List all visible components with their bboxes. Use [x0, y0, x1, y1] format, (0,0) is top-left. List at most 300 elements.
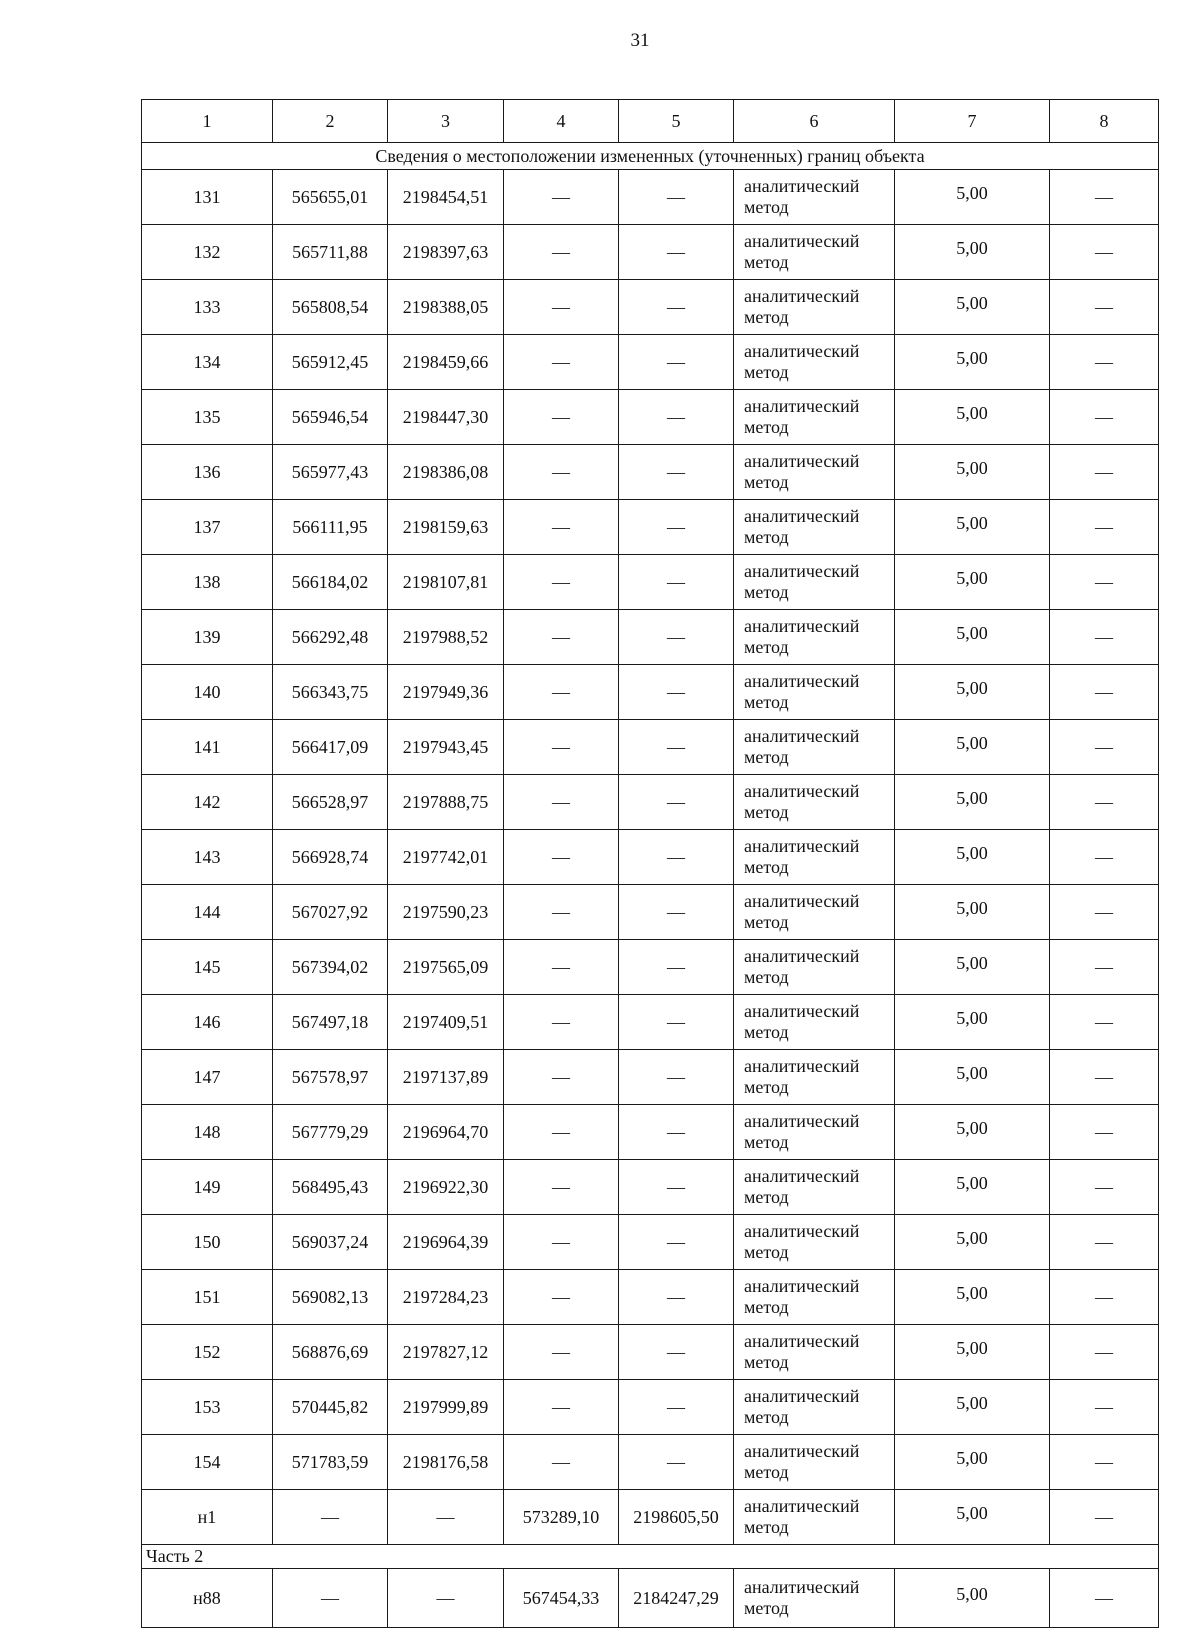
method-line-1: аналитический	[744, 1496, 860, 1516]
method-line-2: метод	[744, 252, 789, 272]
method-line-2: метод	[744, 472, 789, 492]
accuracy-cell: 5,00	[895, 1325, 1050, 1380]
method-cell	[734, 610, 895, 665]
coord-y-cell: 2197590,23	[388, 885, 504, 940]
coordinates-table	[141, 99, 1159, 1628]
coord-y-new-cell: 2198605,50	[619, 1490, 734, 1545]
coord-x-new-cell: —	[504, 390, 619, 445]
coord-x-new-cell: 567454,33	[504, 1569, 619, 1628]
coord-y-new-cell: —	[619, 995, 734, 1050]
description-cell: —	[1050, 995, 1159, 1050]
coord-x-cell: 566528,97	[273, 775, 388, 830]
method-cell	[734, 1105, 895, 1160]
method-cell	[734, 1160, 895, 1215]
table-row	[142, 1050, 1159, 1105]
description-cell: —	[1050, 1105, 1159, 1160]
method-line-2: метод	[744, 857, 789, 877]
accuracy-cell: 5,00	[895, 610, 1050, 665]
coord-x-new-cell: —	[504, 720, 619, 775]
coord-y-new-cell: —	[619, 1105, 734, 1160]
accuracy-cell: 5,00	[895, 280, 1050, 335]
table-row	[142, 500, 1159, 555]
accuracy-cell: 5,00	[895, 500, 1050, 555]
coord-y-cell: 2197949,36	[388, 665, 504, 720]
coord-y-new-cell: —	[619, 885, 734, 940]
description-cell: —	[1050, 1270, 1159, 1325]
coord-x-new-cell: —	[504, 280, 619, 335]
coord-x-new-cell: 573289,10	[504, 1490, 619, 1545]
method-line-2: метод	[744, 1242, 789, 1262]
point-number-cell: 137	[142, 500, 273, 555]
coord-y-new-cell: —	[619, 170, 734, 225]
accuracy-cell: 5,00	[895, 1050, 1050, 1105]
header-cell: 4	[504, 100, 619, 143]
point-number-cell: 138	[142, 555, 273, 610]
method-line-1: аналитический	[744, 1441, 860, 1461]
method-cell	[734, 280, 895, 335]
table-row	[142, 1270, 1159, 1325]
method-line-1: аналитический	[744, 1577, 860, 1597]
coord-x-cell: 568876,69	[273, 1325, 388, 1380]
accuracy-cell: 5,00	[895, 1380, 1050, 1435]
method-cell	[734, 555, 895, 610]
method-line-1: аналитический	[744, 1166, 860, 1186]
accuracy-cell: 5,00	[895, 445, 1050, 500]
point-number-cell: 132	[142, 225, 273, 280]
point-number-cell: 144	[142, 885, 273, 940]
coord-x-cell: 570445,82	[273, 1380, 388, 1435]
table-row	[142, 720, 1159, 775]
table-row	[142, 1435, 1159, 1490]
coord-y-new-cell: —	[619, 280, 734, 335]
header-cell: 5	[619, 100, 734, 143]
accuracy-cell: 5,00	[895, 390, 1050, 445]
description-cell: —	[1050, 1050, 1159, 1105]
table-row	[142, 665, 1159, 720]
point-number-cell: 139	[142, 610, 273, 665]
coord-y-new-cell: —	[619, 225, 734, 280]
method-line-1: аналитический	[744, 176, 860, 196]
coord-y-cell: 2196922,30	[388, 1160, 504, 1215]
description-cell: —	[1050, 940, 1159, 995]
coord-x-new-cell: —	[504, 830, 619, 885]
method-cell	[734, 1435, 895, 1490]
table-row	[142, 1105, 1159, 1160]
coord-x-cell: 566111,95	[273, 500, 388, 555]
method-cell	[734, 720, 895, 775]
coord-y-cell: 2196964,70	[388, 1105, 504, 1160]
header-cell: 1	[142, 100, 273, 143]
accuracy-cell: 5,00	[895, 555, 1050, 610]
accuracy-cell: 5,00	[895, 335, 1050, 390]
table-row	[142, 280, 1159, 335]
method-line-2: метод	[744, 1462, 789, 1482]
method-line-2: метод	[744, 967, 789, 987]
description-cell: —	[1050, 555, 1159, 610]
coord-x-new-cell: —	[504, 1105, 619, 1160]
method-line-2: метод	[744, 1352, 789, 1372]
coord-y-new-cell: —	[619, 1325, 734, 1380]
accuracy-cell: 5,00	[895, 995, 1050, 1050]
description-cell: —	[1050, 1325, 1159, 1380]
coord-x-new-cell: —	[504, 995, 619, 1050]
table-row	[142, 1215, 1159, 1270]
coord-x-new-cell: —	[504, 885, 619, 940]
coord-x-cell: 565711,88	[273, 225, 388, 280]
header-cell: 7	[895, 100, 1050, 143]
point-number-cell: 153	[142, 1380, 273, 1435]
coord-y-new-cell: —	[619, 500, 734, 555]
method-line-1: аналитический	[744, 781, 860, 801]
coord-x-new-cell: —	[504, 225, 619, 280]
coord-x-cell: 568495,43	[273, 1160, 388, 1215]
coord-x-new-cell: —	[504, 1215, 619, 1270]
page-number: 31	[630, 30, 650, 51]
accuracy-cell: 5,00	[895, 1160, 1050, 1215]
method-line-1: аналитический	[744, 1111, 860, 1131]
table-row	[142, 555, 1159, 610]
coord-y-cell: 2198388,05	[388, 280, 504, 335]
method-line-2: метод	[744, 637, 789, 657]
coord-y-cell: 2197943,45	[388, 720, 504, 775]
coord-x-cell: 569037,24	[273, 1215, 388, 1270]
section-row	[142, 143, 1159, 170]
header-cell: 8	[1050, 100, 1159, 143]
accuracy-cell: 5,00	[895, 665, 1050, 720]
description-cell: —	[1050, 170, 1159, 225]
table-row	[142, 995, 1159, 1050]
coord-x-new-cell: —	[504, 610, 619, 665]
coord-y-new-cell: —	[619, 1270, 734, 1325]
accuracy-cell: 5,00	[895, 885, 1050, 940]
coord-x-new-cell: —	[504, 1160, 619, 1215]
point-number-cell: 133	[142, 280, 273, 335]
accuracy-cell: 5,00	[895, 1105, 1050, 1160]
method-line-1: аналитический	[744, 1386, 860, 1406]
description-cell: —	[1050, 335, 1159, 390]
method-cell	[734, 1490, 895, 1545]
coord-x-cell: 565946,54	[273, 390, 388, 445]
coord-y-new-cell: —	[619, 1380, 734, 1435]
coord-x-cell: 566292,48	[273, 610, 388, 665]
method-line-2: метод	[744, 1132, 789, 1152]
coord-x-new-cell: —	[504, 555, 619, 610]
method-line-1: аналитический	[744, 616, 860, 636]
accuracy-cell: 5,00	[895, 225, 1050, 280]
point-number-cell: 134	[142, 335, 273, 390]
accuracy-cell: 5,00	[895, 1215, 1050, 1270]
point-number-cell: 131	[142, 170, 273, 225]
header-cell: 2	[273, 100, 388, 143]
coord-y-cell: 2198397,63	[388, 225, 504, 280]
point-number-cell: 142	[142, 775, 273, 830]
accuracy-cell: 5,00	[895, 1569, 1050, 1628]
description-cell: —	[1050, 445, 1159, 500]
coord-x-cell: 567497,18	[273, 995, 388, 1050]
table-row	[142, 170, 1159, 225]
description-cell: —	[1050, 885, 1159, 940]
coord-x-cell: 565808,54	[273, 280, 388, 335]
table-row	[142, 1325, 1159, 1380]
description-cell: —	[1050, 610, 1159, 665]
description-cell: —	[1050, 1490, 1159, 1545]
point-number-cell: 146	[142, 995, 273, 1050]
description-cell: —	[1050, 665, 1159, 720]
coord-y-new-cell: —	[619, 335, 734, 390]
coord-x-new-cell: —	[504, 170, 619, 225]
method-line-2: метод	[744, 1022, 789, 1042]
coord-x-new-cell: —	[504, 1435, 619, 1490]
point-number-cell: 152	[142, 1325, 273, 1380]
coord-x-new-cell: —	[504, 1380, 619, 1435]
table-row	[142, 940, 1159, 995]
method-cell	[734, 885, 895, 940]
table-row	[142, 335, 1159, 390]
method-line-1: аналитический	[744, 891, 860, 911]
method-line-2: метод	[744, 1598, 789, 1618]
coord-y-cell: 2198107,81	[388, 555, 504, 610]
table-row	[142, 775, 1159, 830]
coord-y-cell: 2197888,75	[388, 775, 504, 830]
coord-y-new-cell: 2184247,29	[619, 1569, 734, 1628]
method-cell	[734, 1325, 895, 1380]
point-number-cell: 135	[142, 390, 273, 445]
coord-y-new-cell: —	[619, 1160, 734, 1215]
method-line-1: аналитический	[744, 1331, 860, 1351]
coord-x-new-cell: —	[504, 445, 619, 500]
coord-y-new-cell: —	[619, 775, 734, 830]
coord-x-new-cell: —	[504, 775, 619, 830]
accuracy-cell: 5,00	[895, 1270, 1050, 1325]
coord-x-new-cell: —	[504, 665, 619, 720]
method-line-1: аналитический	[744, 726, 860, 746]
coord-y-new-cell: —	[619, 940, 734, 995]
method-cell	[734, 225, 895, 280]
coord-y-cell: 2198176,58	[388, 1435, 504, 1490]
point-number-cell: 140	[142, 665, 273, 720]
coord-x-cell: 569082,13	[273, 1270, 388, 1325]
method-cell	[734, 775, 895, 830]
description-cell: —	[1050, 1215, 1159, 1270]
coord-x-cell: 566417,09	[273, 720, 388, 775]
coord-y-new-cell: —	[619, 1050, 734, 1105]
method-line-1: аналитический	[744, 561, 860, 581]
point-number-cell: 141	[142, 720, 273, 775]
method-line-1: аналитический	[744, 1221, 860, 1241]
method-cell	[734, 1270, 895, 1325]
coord-y-cell: 2198454,51	[388, 170, 504, 225]
accuracy-cell: 5,00	[895, 170, 1050, 225]
method-line-2: метод	[744, 1517, 789, 1537]
point-number-cell: 147	[142, 1050, 273, 1105]
header-cell: 3	[388, 100, 504, 143]
coord-y-cell: 2197565,09	[388, 940, 504, 995]
coord-y-new-cell: —	[619, 665, 734, 720]
method-line-2: метод	[744, 417, 789, 437]
coord-x-cell: 566343,75	[273, 665, 388, 720]
coord-y-cell: 2196964,39	[388, 1215, 504, 1270]
method-line-1: аналитический	[744, 451, 860, 471]
method-line-1: аналитический	[744, 836, 860, 856]
coord-x-cell: 565977,43	[273, 445, 388, 500]
coord-y-new-cell: —	[619, 445, 734, 500]
method-cell	[734, 995, 895, 1050]
method-cell	[734, 170, 895, 225]
accuracy-cell: 5,00	[895, 775, 1050, 830]
method-line-2: метод	[744, 362, 789, 382]
coord-x-cell: 567027,92	[273, 885, 388, 940]
method-line-2: метод	[744, 307, 789, 327]
method-line-1: аналитический	[744, 671, 860, 691]
method-line-1: аналитический	[744, 341, 860, 361]
part-row	[142, 1545, 1159, 1569]
coord-x-cell: —	[273, 1490, 388, 1545]
coord-y-new-cell: —	[619, 830, 734, 885]
coord-x-cell: —	[273, 1569, 388, 1628]
description-cell: —	[1050, 1569, 1159, 1628]
coord-x-cell: 565655,01	[273, 170, 388, 225]
description-cell: —	[1050, 775, 1159, 830]
coord-y-new-cell: —	[619, 555, 734, 610]
method-cell	[734, 830, 895, 885]
point-number-cell: 151	[142, 1270, 273, 1325]
coord-x-cell: 571783,59	[273, 1435, 388, 1490]
method-cell	[734, 940, 895, 995]
point-number-cell: 145	[142, 940, 273, 995]
coord-x-cell: 566928,74	[273, 830, 388, 885]
point-number-cell: 136	[142, 445, 273, 500]
coord-y-cell: 2197999,89	[388, 1380, 504, 1435]
method-cell	[734, 1569, 895, 1628]
table-row	[142, 1380, 1159, 1435]
coord-x-cell: 565912,45	[273, 335, 388, 390]
header-cell: 6	[734, 100, 895, 143]
coord-y-new-cell: —	[619, 610, 734, 665]
accuracy-cell: 5,00	[895, 1435, 1050, 1490]
method-line-1: аналитический	[744, 1001, 860, 1021]
point-number-cell: 149	[142, 1160, 273, 1215]
point-number-cell: н1	[142, 1490, 273, 1545]
coord-x-new-cell: —	[504, 940, 619, 995]
coord-x-new-cell: —	[504, 335, 619, 390]
point-number-cell: 143	[142, 830, 273, 885]
coord-y-cell: 2197409,51	[388, 995, 504, 1050]
description-cell: —	[1050, 830, 1159, 885]
coord-y-cell: 2197988,52	[388, 610, 504, 665]
point-number-cell: 154	[142, 1435, 273, 1490]
table-row	[142, 885, 1159, 940]
coord-y-cell: 2197742,01	[388, 830, 504, 885]
method-cell	[734, 1215, 895, 1270]
method-line-1: аналитический	[744, 286, 860, 306]
accuracy-cell: 5,00	[895, 1490, 1050, 1545]
table-row	[142, 445, 1159, 500]
coord-x-new-cell: —	[504, 1050, 619, 1105]
table-row	[142, 1490, 1159, 1545]
coord-y-new-cell: —	[619, 1215, 734, 1270]
method-line-2: метод	[744, 527, 789, 547]
method-line-1: аналитический	[744, 506, 860, 526]
method-cell	[734, 1050, 895, 1105]
coord-x-new-cell: —	[504, 1270, 619, 1325]
coord-y-cell: —	[388, 1490, 504, 1545]
coord-y-cell: 2198459,66	[388, 335, 504, 390]
method-line-2: метод	[744, 802, 789, 822]
method-cell	[734, 1380, 895, 1435]
method-line-1: аналитический	[744, 231, 860, 251]
method-line-2: метод	[744, 1297, 789, 1317]
coord-x-cell: 566184,02	[273, 555, 388, 610]
method-line-1: аналитический	[744, 946, 860, 966]
description-cell: —	[1050, 225, 1159, 280]
method-cell	[734, 500, 895, 555]
table-row	[142, 390, 1159, 445]
description-cell: —	[1050, 500, 1159, 555]
coord-y-cell: —	[388, 1569, 504, 1628]
table-row	[142, 1569, 1159, 1628]
accuracy-cell: 5,00	[895, 720, 1050, 775]
coord-y-cell: 2198447,30	[388, 390, 504, 445]
coord-x-new-cell: —	[504, 1325, 619, 1380]
description-cell: —	[1050, 720, 1159, 775]
coord-x-cell: 567394,02	[273, 940, 388, 995]
coord-y-new-cell: —	[619, 390, 734, 445]
method-line-2: метод	[744, 1077, 789, 1097]
method-line-1: аналитический	[744, 1056, 860, 1076]
method-line-2: метод	[744, 912, 789, 932]
coord-y-cell: 2198159,63	[388, 500, 504, 555]
table-row	[142, 830, 1159, 885]
description-cell: —	[1050, 1380, 1159, 1435]
section-title: Сведения о местоположении измененных (уточненных) границ объекта	[142, 143, 1159, 170]
description-cell: —	[1050, 280, 1159, 335]
method-line-2: метод	[744, 1407, 789, 1427]
method-line-1: аналитический	[744, 1276, 860, 1296]
method-cell	[734, 390, 895, 445]
method-line-2: метод	[744, 747, 789, 767]
coord-x-cell: 567578,97	[273, 1050, 388, 1105]
method-line-2: метод	[744, 582, 789, 602]
description-cell: —	[1050, 390, 1159, 445]
method-cell	[734, 335, 895, 390]
method-line-2: метод	[744, 692, 789, 712]
table-row	[142, 610, 1159, 665]
accuracy-cell: 5,00	[895, 830, 1050, 885]
coord-y-new-cell: —	[619, 720, 734, 775]
table-row	[142, 1160, 1159, 1215]
coord-y-new-cell: —	[619, 1435, 734, 1490]
description-cell: —	[1050, 1435, 1159, 1490]
coord-y-cell: 2197137,89	[388, 1050, 504, 1105]
method-cell	[734, 665, 895, 720]
accuracy-cell: 5,00	[895, 940, 1050, 995]
coord-y-cell: 2197284,23	[388, 1270, 504, 1325]
method-cell	[734, 445, 895, 500]
point-number-cell: 150	[142, 1215, 273, 1270]
header-row	[142, 100, 1159, 143]
coord-x-cell: 567779,29	[273, 1105, 388, 1160]
coord-y-cell: 2197827,12	[388, 1325, 504, 1380]
method-line-2: метод	[744, 197, 789, 217]
description-cell: —	[1050, 1160, 1159, 1215]
method-line-2: метод	[744, 1187, 789, 1207]
coord-x-new-cell: —	[504, 500, 619, 555]
coord-y-cell: 2198386,08	[388, 445, 504, 500]
part-label: Часть 2	[142, 1545, 1159, 1569]
point-number-cell: н88	[142, 1569, 273, 1628]
table-row	[142, 225, 1159, 280]
point-number-cell: 148	[142, 1105, 273, 1160]
